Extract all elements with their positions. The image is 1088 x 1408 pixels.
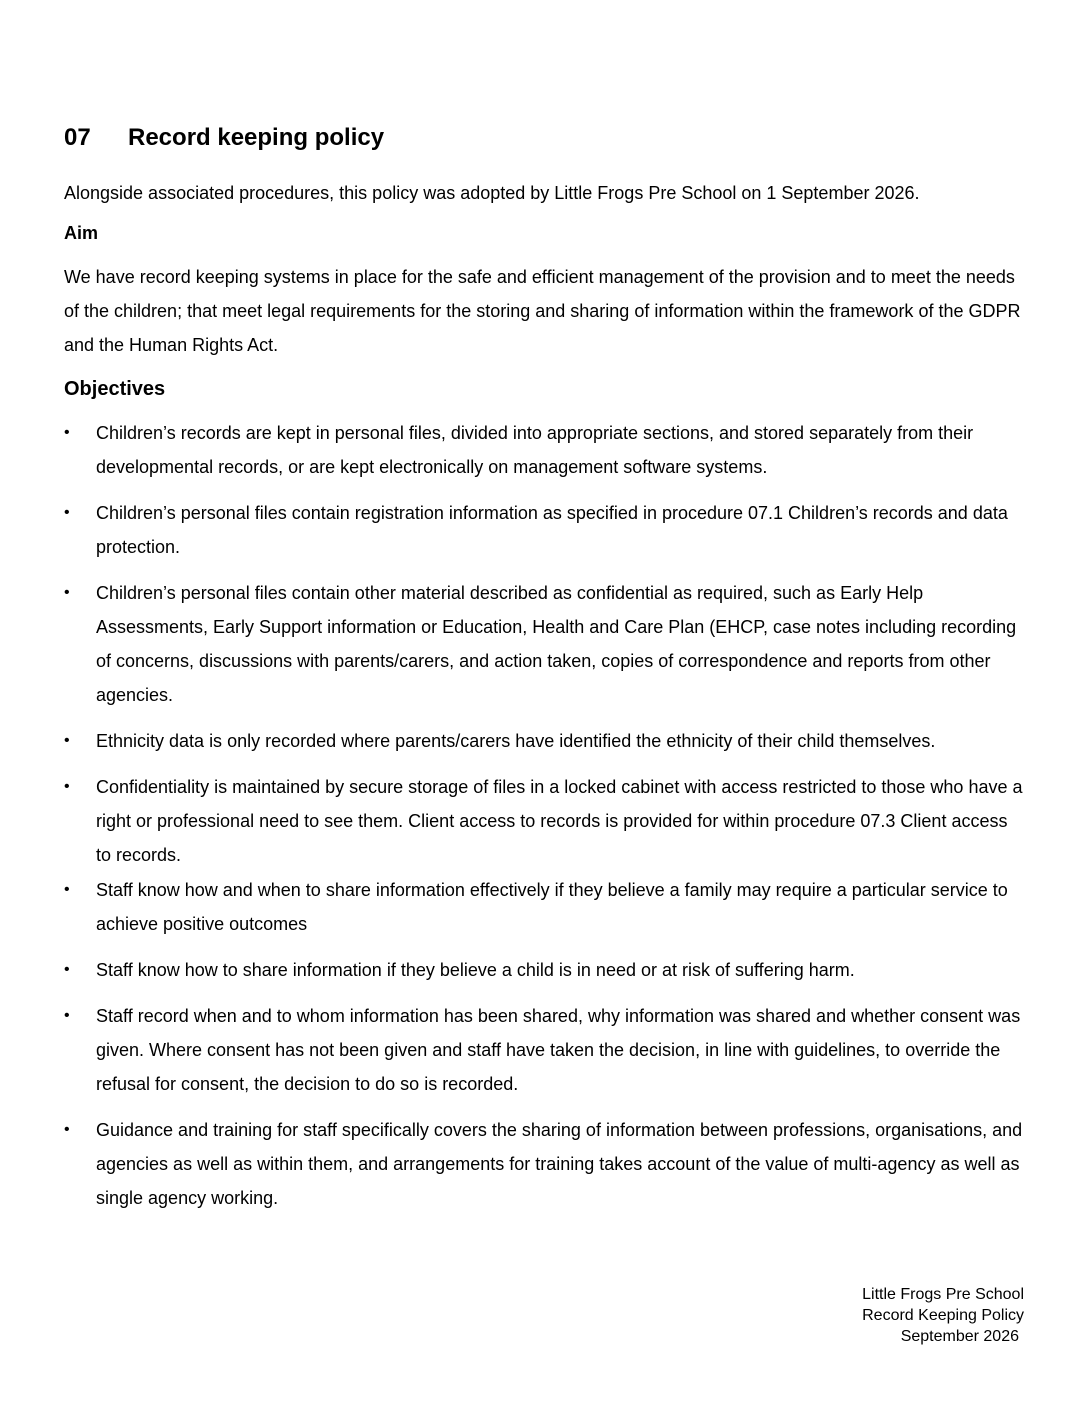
list-item	[64, 953, 1024, 987]
page-footer	[862, 1284, 1024, 1347]
footer-document-name: Record Keeping Policy	[862, 1307, 1024, 1324]
list-item	[64, 770, 1024, 872]
list-item-text: Confidentiality is maintained by secure storage of files in a locked cabinet with access restricted to those who have a right or professional need to see them. Client access to records is provided for within procedure 07.3 Client access to records.	[96, 777, 1023, 865]
aim-paragraph: We have record keeping systems in place for the safe and efficient management of the provision and to meet the needs of the children; that meet legal requirements for the storing and sharing of information within the framework of the GDPR and the Human Rights Act.	[64, 267, 1021, 355]
list-item-text: Staff know how to share information if they believe a child is in need or at risk of suffering harm.	[96, 960, 855, 980]
list-item	[64, 416, 1024, 484]
list-item	[64, 873, 1024, 941]
bullet-icon: •	[64, 1121, 70, 1138]
policy-title: Record keeping policy	[128, 124, 385, 151]
bullet-icon: •	[64, 584, 70, 601]
list-item-text: Children’s records are kept in personal files, divided into appropriate sections, and stored separately from their developmental records, or are kept electronically on management software systems.	[96, 423, 974, 477]
list-item	[64, 496, 1024, 564]
objectives-list	[64, 416, 1024, 1215]
bullet-icon: •	[64, 424, 70, 441]
list-item-text: Children’s personal files contain registration information as specified in procedure 07.1 Children’s records and data protection.	[96, 503, 1008, 557]
bullet-icon: •	[64, 504, 70, 521]
list-item-text: Staff record when and to whom information has been shared, why information was shared and whether consent was given. Where consent has not been given and staff have taken the decision, in line with guidelines, to override the refusal for consent, the decision to do so is recorded.	[96, 1006, 1021, 1094]
bullet-icon: •	[64, 1007, 70, 1024]
bullet-icon: •	[64, 732, 70, 749]
policy-number: 07	[64, 124, 91, 151]
bullet-icon: •	[64, 961, 70, 978]
list-item	[64, 576, 1024, 712]
bullet-icon: •	[64, 881, 70, 898]
footer-date: September 2026	[900, 1328, 1019, 1345]
list-item-text: Guidance and training for staff specifically covers the sharing of information between professions, organisations, and agencies as well as within them, and arrangements for training takes account of the value of multi-agency as well as single agency working.	[96, 1120, 1023, 1208]
list-item-text: Children’s personal files contain other material described as confidential as required, such as Early Help Assessments, Early Support information or Education, Health and Care Plan (EHCP, case notes including recording of concerns, discussions with parents/carers, and action taken, copies of correspondence and reports from other agencies.	[96, 583, 1017, 705]
bullet-icon: •	[64, 778, 70, 795]
intro-paragraph: Alongside associated procedures, this policy was adopted by Little Frogs Pre School on 1 September 2026.	[64, 183, 920, 203]
aim-heading: Aim	[64, 223, 99, 243]
objectives-heading: Objectives	[64, 378, 166, 400]
list-item	[64, 1113, 1024, 1215]
list-item	[64, 999, 1024, 1101]
document-page	[64, 118, 1024, 1227]
list-item	[64, 724, 1024, 758]
list-item-text: Ethnicity data is only recorded where parents/carers have identified the ethnicity of their child themselves.	[96, 731, 936, 751]
footer-organisation: Little Frogs Pre School	[862, 1286, 1024, 1303]
list-item-text: Staff know how and when to share information effectively if they believe a family may require a particular service to achieve positive outcomes	[96, 880, 1008, 934]
page-title	[64, 118, 1024, 158]
